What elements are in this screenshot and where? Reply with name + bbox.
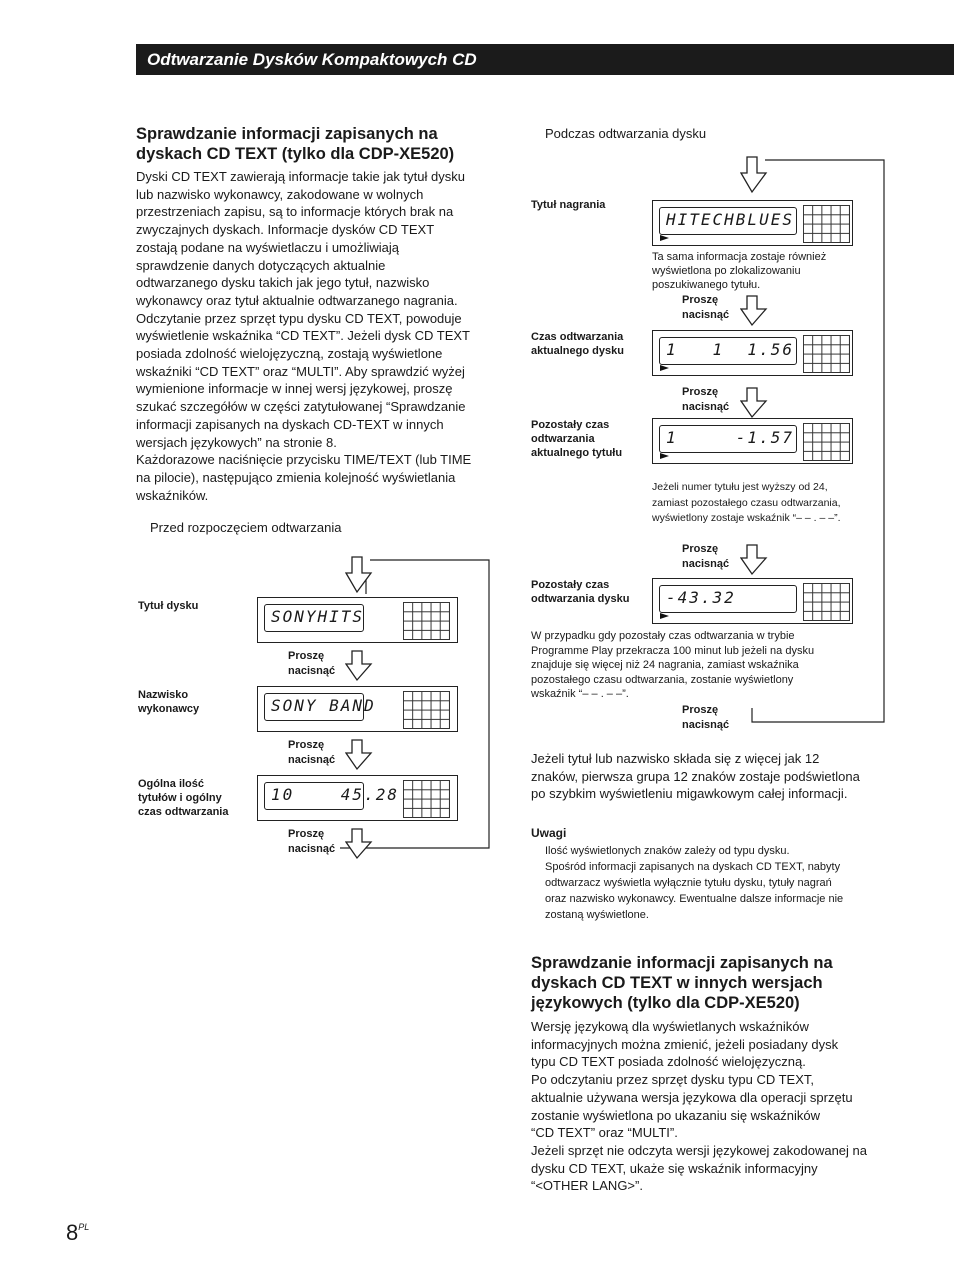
press-instruction xyxy=(288,827,335,856)
down-arrow-icon xyxy=(740,156,768,194)
text-line: wyświetlony zostaje wskaźnik “– – . – –”. xyxy=(652,512,841,524)
press-instruction xyxy=(682,293,729,322)
text-line: Proszę xyxy=(288,650,325,662)
text-line: Jeżeli tytuł lub nazwisko składa się z więcej jak 12 xyxy=(531,751,820,766)
text-line: zamiast pozostałego czasu odtwarzania, xyxy=(652,496,841,509)
text-line: Odczytanie przez sprzęt typu dysku CD TEXT, powoduje xyxy=(136,310,462,326)
text-line: Tytuł dysku xyxy=(138,600,199,612)
text-line: typu CD TEXT posiada zdolność wielojęzyczną. xyxy=(531,1054,806,1070)
press-instruction xyxy=(288,738,335,767)
text-line: Proszę xyxy=(682,386,719,398)
text-line: Pozostały czas xyxy=(531,419,610,431)
lcd-text: HITECHBLUES xyxy=(666,210,794,229)
text-line: Ta sama informacja zostaje również xyxy=(652,251,827,263)
scroll-info-text xyxy=(531,750,860,803)
lcd-text: 10 45.28 xyxy=(271,785,399,804)
display-panel xyxy=(652,330,853,376)
row-label xyxy=(138,777,228,819)
text-line: zwyczajnych dyskach. Informacje dysków CD TEXT xyxy=(136,222,435,238)
display-panel xyxy=(652,200,853,246)
text-line: Jeżeli numer tytułu jest wyższy od 24, xyxy=(652,481,828,493)
text-line: nacisnąć xyxy=(682,557,730,570)
text-line: W przypadku gdy pozostały czas odtwarzania w trybie xyxy=(531,630,795,642)
text-line: wskaźników. xyxy=(136,487,209,503)
note-line: Ilość wyświetlonych znaków zależy od typu dysku. xyxy=(545,845,790,857)
lcd-text: -43.32 xyxy=(666,588,736,607)
indicator-grid xyxy=(803,335,850,373)
text-line: sprawdzenie danych dotyczących aktualnie xyxy=(136,257,386,273)
text-line: nacisnąć xyxy=(682,718,730,731)
text-line: posiada zdolność wielojęzyczną, zostają wyświetlone xyxy=(136,346,443,362)
down-arrow-icon xyxy=(345,650,373,682)
section1-title: Sprawdzanie informacji zapisanych na dyskach CD TEXT (tylko dla CDP-XE520) xyxy=(136,125,455,163)
display-panel xyxy=(257,775,458,821)
row-label xyxy=(531,198,605,212)
text-line: czas odtwarzania xyxy=(138,806,229,818)
text-line: aktualnego dysku xyxy=(531,345,624,357)
text-line: szukać szczegółów w części zatytułowanej “Sprawdzanie xyxy=(136,399,466,415)
text-line: Proszę xyxy=(288,828,325,840)
lcd-text: 1 -1.57 xyxy=(666,428,794,447)
text-line: nacisnąć xyxy=(682,400,730,413)
lcd-text: 1 1 1.56 xyxy=(666,340,794,359)
down-arrow-icon xyxy=(345,556,373,594)
note-line: zostaną wyświetlone. xyxy=(545,909,649,921)
display-panel xyxy=(652,418,853,464)
note-line: odtwarzacz wyświetla wyłącznie tytułu dysku, tytuły nagrań xyxy=(545,877,832,889)
text-line: Każdorazowe naciśnięcie przycisku TIME/TEXT (lub TIME xyxy=(136,452,472,468)
text-line: Nazwisko xyxy=(138,689,189,701)
text-line: znaków, pierwsza grupa 12 znaków zostaje podświetlona xyxy=(531,768,860,784)
text-line: dyskach CD TEXT w innych wersjach xyxy=(531,974,823,992)
text-line: pozostałego czasu odtwarzania, zostanie wyświetlony xyxy=(531,673,794,686)
text-line: językowych (tylko dla CDP-XE520) xyxy=(531,994,800,1012)
text-line: zostają podane na wyświetlaczu i umożliwiają xyxy=(136,239,400,255)
down-arrow-icon xyxy=(345,739,373,771)
row-label xyxy=(531,578,629,606)
text-line: na pilocie), następująco zmienia kolejność wyświetlania xyxy=(136,469,456,485)
header-title: Odtwarzanie Dysków Kompaktowych CD xyxy=(147,50,477,69)
lcd-readout xyxy=(659,425,797,453)
text-line: Pozostały czas xyxy=(531,579,610,591)
text-line: Czas odtwarzania xyxy=(531,331,624,343)
press-instruction xyxy=(682,385,729,414)
text-line: Wersję językową dla wyświetlanych wskaźników xyxy=(531,1019,809,1034)
lcd-readout xyxy=(264,782,399,810)
note-line: oraz nazwisko wykonawcy. Ewentualne dalsze informacje nie xyxy=(545,893,844,905)
text-line: Proszę xyxy=(682,543,719,555)
text-line: Dyski CD TEXT zawierają informacje takie jak tytuł dysku xyxy=(136,169,465,184)
indicator-grid xyxy=(403,780,450,818)
text-line: Sprawdzanie informacji zapisanych na xyxy=(531,954,833,972)
text-line: wymienione informacje w innej wersj językowej, proszę xyxy=(136,381,453,397)
down-arrow-icon xyxy=(345,828,373,860)
text-line: poszukiwanego tytułu. xyxy=(652,279,761,291)
text-line: nacisnąć xyxy=(288,753,336,766)
text-line: Programme Play przekracza 100 minut lub jeżeli na dysku xyxy=(531,644,815,657)
text-line: Ogólna ilość xyxy=(138,778,205,790)
display-panel xyxy=(257,597,458,643)
play-icon xyxy=(660,235,669,241)
text-line: wykonawcy oraz tytuł aktualnie odtwarzanego nagrania. xyxy=(136,292,458,308)
display-panel xyxy=(257,686,458,732)
text-line: “<OTHER LANG>”. xyxy=(531,1178,643,1194)
text-line: Proszę xyxy=(682,294,719,306)
page-number: $8^{PL}$ xyxy=(66,1220,90,1245)
lcd-readout xyxy=(659,585,797,613)
section2-body xyxy=(531,1018,867,1195)
text-line: znajduje się więcej niż 24 nagrania, zamiast wskaźnika xyxy=(531,659,799,671)
text-line: Po odczytaniu przez sprzęt dysku typu CD TEXT, xyxy=(531,1072,814,1088)
lcd-text: SONYHITS xyxy=(271,607,365,626)
text-line: nacisnąć xyxy=(288,842,336,855)
lcd-readout xyxy=(659,337,797,365)
text-line: odtwarzania xyxy=(531,433,595,445)
text-line: informacyjnych można zmienić, jeżeli posiadany dysk xyxy=(531,1036,839,1052)
section2-title xyxy=(531,953,833,1013)
text-line: “CD TEXT” oraz “MULTI”. xyxy=(531,1125,678,1141)
indicator-grid xyxy=(803,423,850,461)
text-line: przestrzeniach zapisu, są to informacje których brak na xyxy=(136,204,454,220)
indicator-grid xyxy=(803,583,850,621)
text-line: odtwarzania dysku xyxy=(531,593,630,605)
press-instruction xyxy=(288,649,335,678)
text-line: Proszę xyxy=(288,739,325,751)
play-icon xyxy=(660,365,669,371)
lcd-text: SONY BAND xyxy=(271,696,376,715)
play-icon xyxy=(660,453,669,459)
down-arrow-icon xyxy=(740,295,768,327)
row-label xyxy=(138,688,199,716)
text-line: wyświetlenie wskaźnika “CD TEXT”. Jeżeli dysk CD TEXT xyxy=(136,328,470,344)
row-label xyxy=(531,330,624,358)
indicator-grid xyxy=(403,602,450,640)
text-line: wskaźniki “CD TEXT” oraz “MULTI”. Aby sprawdzić wyżej xyxy=(136,363,465,379)
lcd-readout xyxy=(264,693,376,721)
text-line: wyświetlona po zlokalizowaniu xyxy=(652,265,801,277)
text-line: wersjach językowych” na stronie 8. xyxy=(136,434,337,450)
text-line: wykonawcy xyxy=(138,703,200,715)
text-line: Proszę xyxy=(682,704,719,716)
note-track-over-24 xyxy=(652,480,841,527)
display-panel xyxy=(652,578,853,624)
down-arrow-icon xyxy=(740,387,768,419)
text-line: Tytuł nagrania xyxy=(531,199,606,211)
note-line: Spośród informacji zapisanych na dyskach CD TEXT, nabyty xyxy=(545,861,841,873)
text-line: informacji zapisanych na dyskach CD-TEXT w innych xyxy=(136,416,444,432)
text-line: Jeżeli sprzęt nie odczyta wersji językowej zakodowanej na xyxy=(531,1142,867,1158)
indicator-grid xyxy=(403,691,450,729)
press-instruction xyxy=(682,542,729,571)
press-instruction xyxy=(682,703,729,732)
notes-list xyxy=(545,843,843,923)
text-line: lub nazwisko wykonawcy, zakodowane w wolnych xyxy=(136,186,424,202)
lcd-readout xyxy=(264,604,364,632)
text-line: po szybkim wyświetleniu migawkowym całej informacji. xyxy=(531,786,848,802)
row-label xyxy=(531,418,622,460)
left-diagram-caption: Przed rozpoczęciem odtwarzania xyxy=(150,520,342,535)
notes-title: Uwagi xyxy=(531,826,567,840)
text-line: wskaźnik “– – . – –”. xyxy=(531,688,629,700)
text-line: tytułów i ogólny xyxy=(138,792,222,804)
indicator-grid xyxy=(803,205,850,243)
note-programme-play xyxy=(531,629,814,702)
lcd-readout xyxy=(659,207,797,235)
text-line: odtwarzanego dysku takich jak jego tytuł, nazwisko xyxy=(136,275,430,291)
text-line: nacisnąć xyxy=(288,664,336,677)
row-label xyxy=(138,599,198,613)
right-diagram-caption: Podczas odtwarzania dysku xyxy=(545,126,707,141)
text-line: dysku CD TEXT, ukaże się wskaźnik informacyjny xyxy=(531,1160,818,1176)
text-line: aktualnie używana wersja językowa dla operacji sprzętu xyxy=(531,1089,853,1105)
down-arrow-icon xyxy=(740,544,768,576)
play-icon xyxy=(660,613,669,619)
text-line: nacisnąć xyxy=(682,308,730,321)
text-line: aktualnego tytułu xyxy=(531,447,623,459)
text-line: zostanie wyświetlona po ukazaniu się wskaźników xyxy=(531,1107,821,1123)
note-same-info xyxy=(652,250,826,292)
